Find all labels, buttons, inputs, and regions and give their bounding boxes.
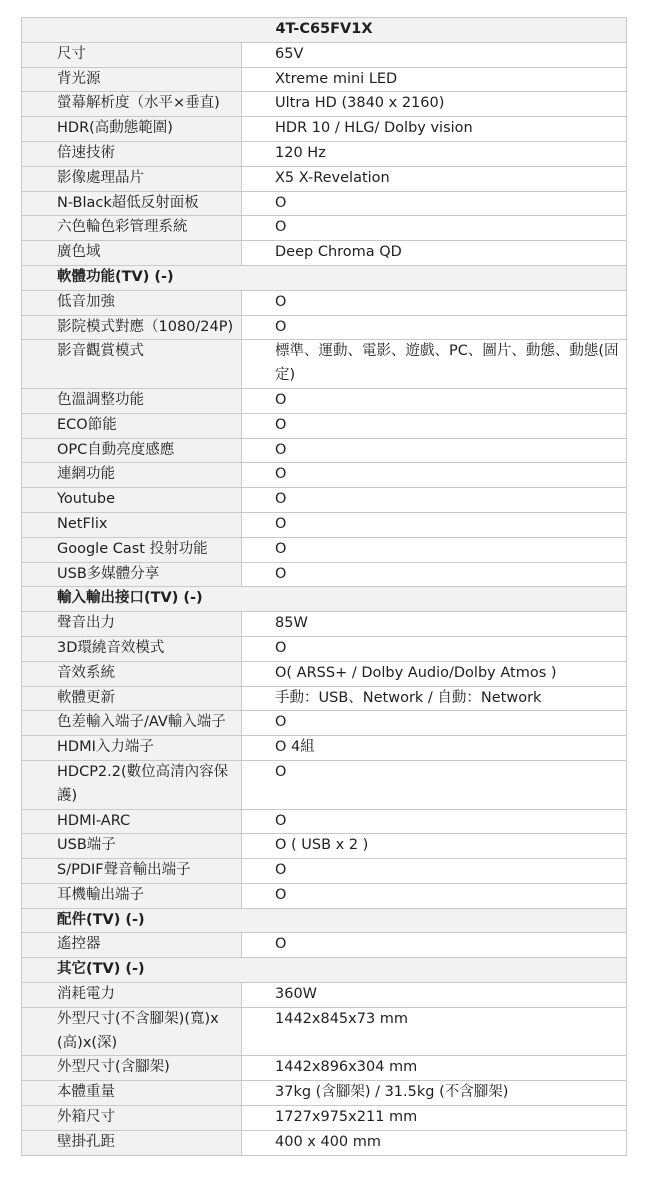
spec-label: 耳機輸出端子 [22,883,242,908]
spec-row [22,661,627,686]
spec-value: 360W [242,983,627,1008]
spec-value: O ( USB x 2 ) [242,834,627,859]
spec-row [22,1106,627,1131]
spec-label: USB端子 [22,834,242,859]
section-header [22,958,627,983]
spec-value: O [242,512,627,537]
spec-value: O [242,438,627,463]
spec-value: 1442x896x304 mm [242,1056,627,1081]
spec-value: 85W [242,612,627,637]
spec-label: 螢幕解析度（水平×垂直) [22,92,242,117]
spec-row [22,438,627,463]
spec-row [22,488,627,513]
spec-label: 色差輸入端子/AV輸入端子 [22,711,242,736]
spec-value: O [242,315,627,340]
section-title: 輸入輸出接口(TV) (-) [22,587,627,612]
section-title: 其它(TV) (-) [22,958,627,983]
spec-label: 外箱尺寸 [22,1106,242,1131]
spec-value: 1442x845x73 mm [242,1007,627,1056]
spec-label: 音效系統 [22,661,242,686]
spec-row [22,562,627,587]
spec-value: O [242,933,627,958]
spec-label: 影音觀賞模式 [22,340,242,389]
section-header [22,265,627,290]
spec-row [22,463,627,488]
spec-label: NetFlix [22,512,242,537]
spec-label: Google Cast 投射功能 [22,537,242,562]
spec-row [22,612,627,637]
spec-value: 120 Hz [242,141,627,166]
spec-label: N-Black超低反射面板 [22,191,242,216]
spec-label: 外型尺寸(含腳架) [22,1056,242,1081]
spec-row [22,859,627,884]
spec-label: 軟體更新 [22,686,242,711]
spec-value: O( ARSS+ / Dolby Audio/Dolby Atmos ) [242,661,627,686]
spec-value: O [242,636,627,661]
spec-row [22,290,627,315]
spec-row [22,166,627,191]
spec-label: 3D環繞音效模式 [22,636,242,661]
section-header [22,908,627,933]
spec-row [22,636,627,661]
spec-label: HDR(高動態範圍) [22,117,242,142]
spec-value: O [242,883,627,908]
spec-value: 手動：USB、Network / 自動：Network [242,686,627,711]
spec-label: ECO節能 [22,413,242,438]
spec-row [22,241,627,266]
spec-row [22,315,627,340]
spec-label: 廣色域 [22,241,242,266]
spec-label: 尺寸 [22,42,242,67]
spec-value: Ultra HD (3840 x 2160) [242,92,627,117]
spec-table [21,17,627,1156]
spec-row [22,933,627,958]
spec-row [22,686,627,711]
spec-label: HDMI-ARC [22,809,242,834]
spec-value: 400 x 400 mm [242,1130,627,1155]
spec-label: 六色輪色彩管理系統 [22,216,242,241]
spec-value: O [242,711,627,736]
spec-row [22,67,627,92]
spec-value: X5 X-Revelation [242,166,627,191]
spec-value: O 4組 [242,736,627,761]
spec-row [22,883,627,908]
spec-label: 聲音出力 [22,612,242,637]
spec-label: 低音加強 [22,290,242,315]
spec-row [22,388,627,413]
spec-label: Youtube [22,488,242,513]
spec-value: O [242,216,627,241]
spec-label: 影院模式對應（1080/24P) [22,315,242,340]
spec-value: O [242,463,627,488]
spec-label: 消耗電力 [22,983,242,1008]
spec-row [22,340,627,389]
spec-row [22,141,627,166]
spec-value: Deep Chroma QD [242,241,627,266]
model-title: 4T-C65FV1X [22,18,627,43]
spec-row [22,92,627,117]
section-title: 軟體功能(TV) (-) [22,265,627,290]
spec-label: USB多媒體分享 [22,562,242,587]
spec-label: 色溫調整功能 [22,388,242,413]
spec-label: 影像處理晶片 [22,166,242,191]
spec-row [22,1056,627,1081]
spec-row [22,216,627,241]
title-row [22,18,627,43]
spec-label: 本體重量 [22,1081,242,1106]
spec-value: O [242,859,627,884]
spec-row [22,512,627,537]
spec-value: 37kg (含腳架) / 31.5kg (不含腳架) [242,1081,627,1106]
spec-label: HDCP2.2(數位高清內容保護) [22,760,242,809]
spec-row [22,117,627,142]
spec-label: S/PDIF聲音輸出端子 [22,859,242,884]
spec-row [22,413,627,438]
spec-value: O [242,388,627,413]
spec-row [22,711,627,736]
spec-label: 連網功能 [22,463,242,488]
spec-value: O [242,562,627,587]
spec-row [22,1081,627,1106]
spec-row [22,1130,627,1155]
spec-value: 標準、運動、電影、遊戲、PC、圖片、動態、動態(固定) [242,340,627,389]
spec-row [22,42,627,67]
spec-label: 倍速技術 [22,141,242,166]
spec-value: Xtreme mini LED [242,67,627,92]
spec-value: O [242,191,627,216]
spec-label: 遙控器 [22,933,242,958]
spec-label: OPC自動亮度感應 [22,438,242,463]
spec-row [22,1007,627,1056]
section-header [22,587,627,612]
section-title: 配件(TV) (-) [22,908,627,933]
spec-row [22,191,627,216]
spec-value: O [242,537,627,562]
spec-row [22,834,627,859]
spec-label: 背光源 [22,67,242,92]
spec-value: 1727x975x211 mm [242,1106,627,1131]
spec-value: O [242,413,627,438]
spec-body [22,42,627,1155]
spec-label: 外型尺寸(不含腳架)(寬)x(高)x(深) [22,1007,242,1056]
spec-row [22,983,627,1008]
spec-value: O [242,809,627,834]
spec-row [22,760,627,809]
spec-value: 65V [242,42,627,67]
spec-label: HDMI入力端子 [22,736,242,761]
spec-value: O [242,290,627,315]
spec-value: HDR 10 / HLG/ Dolby vision [242,117,627,142]
spec-value: O [242,760,627,809]
spec-row [22,736,627,761]
spec-row [22,809,627,834]
spec-label: 壁掛孔距 [22,1130,242,1155]
spec-row [22,537,627,562]
spec-value: O [242,488,627,513]
